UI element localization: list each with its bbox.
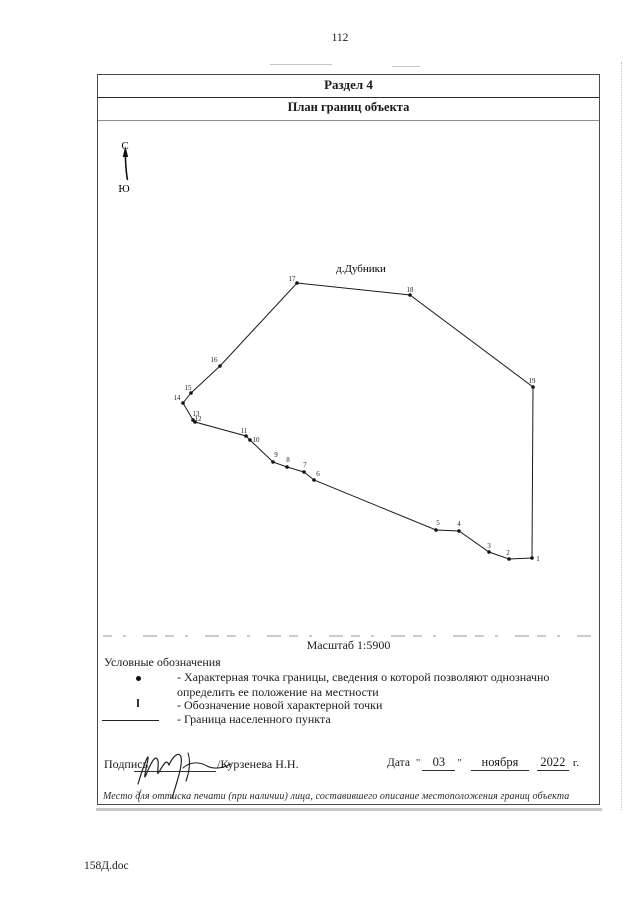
point-label-9: 9 xyxy=(274,451,278,459)
point-label-4: 4 xyxy=(457,520,461,528)
date-open-quote: " xyxy=(415,757,421,769)
north-arrow xyxy=(118,140,129,195)
signature-name: /Курзенева Н.Н. xyxy=(217,757,299,771)
point-label-14: 14 xyxy=(173,394,181,402)
plan-title-header: План границ объекта xyxy=(98,97,599,121)
date-close-quote: " xyxy=(457,757,462,769)
point-label-8: 8 xyxy=(286,456,290,464)
point-label-10: 10 xyxy=(252,436,260,444)
legend-item-boundary: - Граница населенного пункта xyxy=(177,712,331,726)
point-label-18: 18 xyxy=(406,286,414,294)
scan-artifact xyxy=(621,62,622,810)
boundary-point-8 xyxy=(285,465,289,469)
point-label-6: 6 xyxy=(316,470,320,478)
boundary-point-1 xyxy=(530,556,534,560)
point-label-5: 5 xyxy=(436,519,440,527)
boundary-layer xyxy=(174,275,541,563)
boundary-line-symbol xyxy=(102,720,159,721)
south-label: Ю xyxy=(118,183,130,195)
boundary-point-14 xyxy=(181,401,185,405)
boundary-point-6 xyxy=(312,478,316,482)
footer-filename: 158Д.doc xyxy=(84,860,129,872)
section-header: Раздел 4 xyxy=(98,75,599,98)
boundary-point-10 xyxy=(248,438,252,442)
date-row xyxy=(387,755,579,771)
date-suffix: г. xyxy=(572,757,579,769)
boundary-point-16 xyxy=(218,364,222,368)
boundary-point-5 xyxy=(434,528,438,532)
legend-item-new-point: - Обозначение новой характерной точки xyxy=(177,698,383,712)
boundary-map xyxy=(97,118,600,637)
signature-label: Подпись xyxy=(104,757,149,771)
boundary-point-19 xyxy=(531,385,535,389)
date-day: 03 xyxy=(422,755,455,771)
boundary-point-2 xyxy=(507,557,511,561)
scan-artifact xyxy=(392,66,420,67)
settlement-label: д.Дубники xyxy=(336,263,386,275)
scan-artifact xyxy=(270,64,332,65)
north-arrow-shaft xyxy=(125,155,127,180)
legend-item-point: - Характерная точка границы, сведения о которой позволяют однозначно xyxy=(177,670,550,684)
boundary-point-17 xyxy=(295,281,299,285)
legend-item-point-cont: определить ее положение на местности xyxy=(177,685,379,699)
legend-title: Условные обозначения xyxy=(104,655,221,669)
boundary-point-7 xyxy=(302,470,306,474)
scale-text: Масштаб 1:5900 xyxy=(306,638,391,652)
point-label-7: 7 xyxy=(303,461,307,469)
point-dot-symbol xyxy=(136,676,141,681)
new-point-tick-symbol xyxy=(137,699,139,707)
page-number: 112 xyxy=(331,32,349,44)
boundary-point-4 xyxy=(457,529,461,533)
point-label-19: 19 xyxy=(528,377,536,385)
north-label: С xyxy=(121,140,129,152)
boundary-point-9 xyxy=(271,460,275,464)
boundary-point-13 xyxy=(191,418,195,422)
stamp-note: Место для оттиска печати (при наличии) лица, составившего описание местоположения границ объекта xyxy=(103,791,570,802)
point-label-2: 2 xyxy=(506,549,510,557)
scan-artifact xyxy=(96,808,602,811)
point-label-11: 11 xyxy=(240,427,248,435)
point-label-1: 1 xyxy=(536,555,540,563)
date-label: Дата xyxy=(387,757,410,769)
date-month: ноября xyxy=(471,755,529,771)
point-label-12: 12 xyxy=(194,415,202,423)
point-label-3: 3 xyxy=(487,542,491,550)
boundary-polygon xyxy=(183,283,533,559)
point-label-17: 17 xyxy=(288,275,296,283)
point-label-15: 15 xyxy=(184,384,192,392)
point-label-13: 13 xyxy=(192,410,200,418)
boundary-point-3 xyxy=(487,550,491,554)
date-year: 2022 xyxy=(537,755,569,771)
point-label-16: 16 xyxy=(210,356,218,364)
